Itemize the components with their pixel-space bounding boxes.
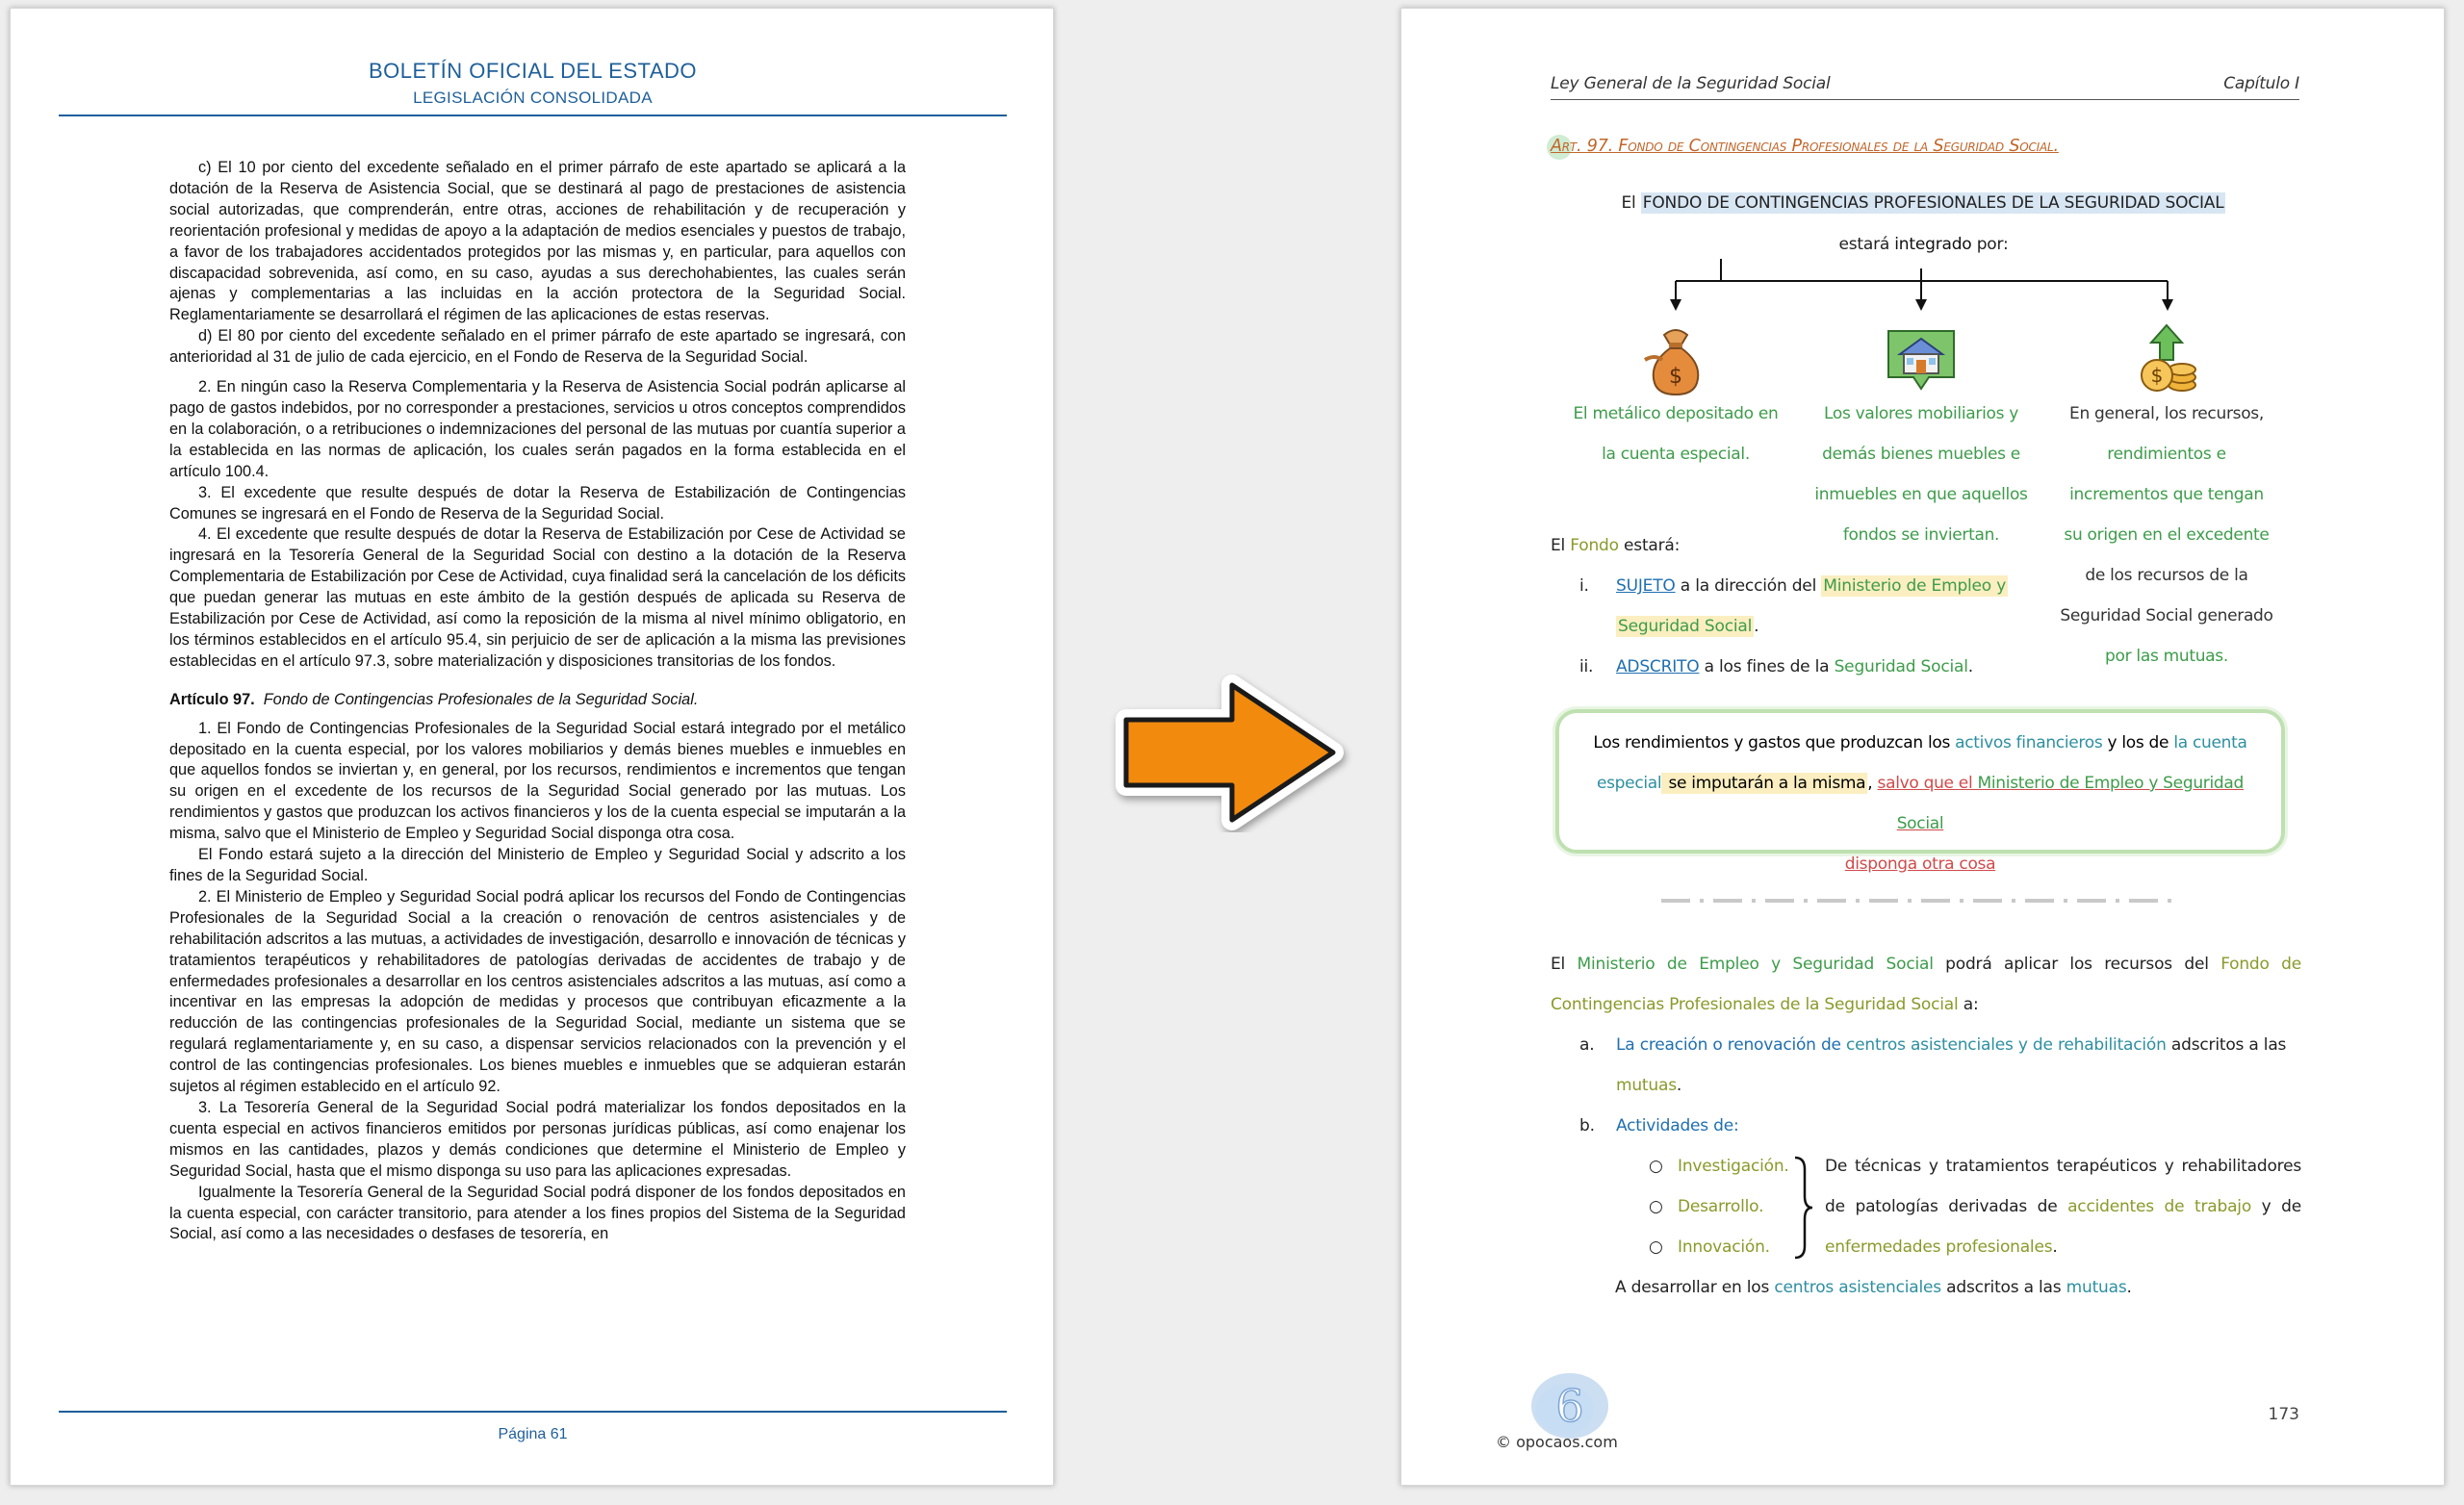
- boe-paragraph: 3. El excedente que resulte después de dotar la Reserva de Estabilización de Contingencias Comunes se ingresará en el Fondo de Reserva de la Seguridad Social.: [169, 483, 906, 523]
- activity-sub-item: ○ Desarrollo.: [1649, 1197, 1764, 1216]
- boe-article-number: Artículo 97.: [169, 690, 255, 708]
- study-notes-page: [1400, 8, 2445, 1486]
- svg-text:$: $: [2150, 364, 2164, 387]
- logo-caption: © opocaos.com: [1496, 1433, 1618, 1451]
- notes-header-right: Capítulo I: [2223, 74, 2299, 93]
- money-bag-icon: [1637, 321, 1714, 398]
- boe-article-heading: [169, 690, 906, 711]
- fund-component-resources: En general, los recursos, rendimientos e incrementos que tengan su origen en el excedente de los recursos de la Seguridad Social generado por las mutuas.: [2060, 404, 2273, 666]
- right-brace-icon: [1791, 1154, 1816, 1262]
- boe-paragraph: c) El 10 por ciento del excedente señalado en el primer párrafo de este apartado se aplicará a la dotación de la Reserva de Asistencia Social, que se destinará al pago de prestaciones de asistencia social autorizadas, que comprenderán, entre otras, acciones de rehabilitación y de recuperación y reorientación profesional y medidas de apoyo a la adaptación de medios esenciales y puestos de trabajo, a favor de los trabajadores accidentados protegidos por las mismas y, en particular, para aquellos con discapacidad sobrevenida, así como, en su caso, ayudas a sus derechohabientes, las cuales serán ajenas y complementarias a las incluidas en la acción protectora de la Seguridad Social. Reglamentariamente se desarrollará el régimen de las aplicaciones de estas reservas.: [169, 159, 906, 324]
- opocaos-logo: [1517, 1365, 1623, 1442]
- boe-title: BOLETÍN OFICIAL DEL ESTADO: [368, 59, 698, 83]
- boe-page-footer: Página 61: [498, 1426, 568, 1442]
- application-item-a-cont: mutuas.: [1616, 1076, 1682, 1095]
- notes-header-left: Ley General de la Seguridad Social: [1551, 74, 1831, 93]
- fund-status-heading: El Fondo estará:: [1551, 536, 1681, 555]
- boe-body: [169, 158, 906, 1245]
- activity-sub-item: ○ Investigación.: [1649, 1157, 1789, 1176]
- fund-component-assets: Los valores mobiliarios y demás bienes muebles e inmuebles en que aquellos fondos se inviertan.: [1814, 404, 2028, 545]
- yields-callout-box: [1555, 709, 2285, 874]
- section-divider: [1661, 898, 2171, 904]
- tree-connector: [1401, 9, 2446, 326]
- boe-paragraph: El Fondo estará sujeto a la dirección del Ministerio de Empleo y Seguridad Social y adscrito a los fines de la Seguridad Social.: [169, 846, 906, 884]
- ministry-paragraph-line-1: El Ministerio de Empleo y Seguridad Social podrá aplicar los recursos del Fondo de: [1551, 955, 2302, 974]
- boe-header: [59, 59, 1007, 108]
- boe-paragraph: 2. El Ministerio de Empleo y Seguridad Social podrá aplicar los recursos del Fondo de Contingencias Profesionales de la Seguridad Social a la creación o renovación de centros asistenciales y de rehabilitación adscritos a las mutuas, a actividades de investigación, desarrollo e innovación de técnicas y tratamientos terapéuticos y rehabilitadores de patologías derivadas de accidentes de trabajo y de enfermedades profesionales a desarrollar en los centros asistenciales adscritos a las mutuas, así como a incentivar en las empresas la adopción de medidas y procesos que contribuyan eficazmente a la reducción de las contingencias profesionales de la Seguridad Social, mediante un sistema que se regulará reglamentariamente y, en su caso, a dispensar servicios relacionados con la prevención y el control de las contingencias profesionales. Los bienes muebles e inmuebles que se adquieran estarán sujetos al régimen establecido en el artículo 92.: [169, 887, 906, 1096]
- boe-subtitle: LEGISLACIÓN CONSOLIDADA: [413, 89, 653, 107]
- callout-text: Los rendimientos y gastos que produzcan los activos financieros y los de la cuenta especial se imputarán a la misma , salvo que el Ministerio de Empleo y Seguridad Social disponga otra cosa: [1593, 733, 2247, 874]
- ministry-paragraph-line-2: Contingencias Profesionales de la Seguridad Social a:: [1551, 995, 1979, 1014]
- fund-status-item-i-cont: Seguridad Social .: [1618, 617, 1759, 636]
- right-arrow-icon: [1107, 674, 1357, 832]
- fund-name-highlight: FONDO DE CONTINGENCIAS PROFESIONALES DE LA SEGURIDAD SOCIAL: [1642, 193, 2224, 213]
- boe-paragraph: 3. La Tesorería General de la Seguridad Social podrá materializar los fondos depositados en la cuenta especial en activos financieros emitidos por personas jurídicas públicas, así como enajenar los mismos en las cantidades, plazos y demás condiciones que determine el Ministerio de Empleo y Seguridad Social, hasta que el mismo disponga su uso para las aplicaciones expresadas.: [169, 1098, 906, 1180]
- boe-paragraph: Igualmente la Tesorería General de la Seguridad Social podrá disponer de los fondos depositados en la cuenta especial, con carácter transitorio, para atender a los fines propios del Sistema de la Seguridad Social, así como a las necesidades o desfases de tesorería, en: [169, 1183, 906, 1243]
- boe-paragraph: d) El 80 por ciento del excedente señalado en el primer párrafo de este apartado se ingresará, con anterioridad al 31 de julio de cada ejercicio, en el Fondo de Reserva de la Seguridad Social.: [169, 327, 906, 367]
- notes-page-number: 173: [2268, 1405, 2299, 1424]
- activity-sub-item: ○ Innovación.: [1649, 1237, 1770, 1257]
- svg-text:$: $: [1669, 365, 1682, 389]
- boe-paragraph: 2. En ningún caso la Reserva Complementaria y la Reserva de Asistencia Social podrán aplicarse al pago de gastos indebidos, por no corresponder a prestaciones, servicios u otros conceptos comprendidos en la colaboración, o a retribuciones o indemnizaciones del personal de las mutuas por cuantía superior a la establecida en las normas de aplicación, los cuales serán pagados en la forma establecida en el artículo 100.4.: [169, 378, 906, 480]
- brace-text-line-3: enfermedades profesionales.: [1825, 1237, 2058, 1257]
- house-property-icon: [1883, 321, 1960, 398]
- coins-growth-icon: [2128, 321, 2205, 398]
- boe-footer-rule: [59, 1411, 1007, 1413]
- boe-document-page: [10, 8, 1054, 1486]
- boe-article-title: Fondo de Contingencias Profesionales de la Seguridad Social.: [263, 690, 699, 708]
- application-item-a: a. La creación o renovación de centros asistenciales y de rehabilitación adscritos a las: [1579, 1035, 2287, 1055]
- boe-paragraph: 1. El Fondo de Contingencias Profesionales de la Seguridad Social estará integrado por el metálico depositado en la cuenta especial, por los valores mobiliarios y demás bienes muebles e inmuebles en que aquellos fondos se inviertan y, en general, por los recursos, rendimientos e incrementos que tengan su origen en el excedente de los recursos de la Seguridad Social generado por las mutuas. Los rendimientos y gastos que produzcan los activos financieros y los de la cuenta especial se imputarán a la misma, salvo que el Ministerio de Empleo y Seguridad Social disponga otra cosa.: [169, 719, 906, 843]
- brace-text-line-1: De técnicas y tratamientos terapéuticos y rehabilitadores: [1825, 1157, 2301, 1176]
- svg-text:6: 6: [1555, 1380, 1584, 1432]
- fund-status-item-i: i. SUJETO a la dirección del Ministerio de Empleo y: [1579, 576, 2007, 596]
- closing-line: A desarrollar en los centros asistenciales adscritos a las mutuas.: [1615, 1278, 2132, 1297]
- fund-intro-line-1: El FONDO DE CONTINGENCIAS PROFESIONALES DE LA SEGURIDAD SOCIAL: [1621, 193, 2224, 213]
- notes-article-title: Art. 97. Fondo de Contingencias Profesionales de la Seguridad Social.: [1551, 137, 2059, 156]
- fund-intro-line-2: estará integrado por:: [1838, 235, 2009, 254]
- boe-header-rule: [59, 115, 1007, 116]
- boe-paragraph: 4. El excedente que resulte después de dotar la Reserva de Estabilización por Cese de Actividad se ingresará en la Tesorería General de la Seguridad Social con destino a la dotación de la Reserva Complementaria de Estabilización por Cese de Actividad, cuya finalidad será la cancelación de los déficits que puedan generar las mutuas en este ámbito de la gestión después de aplicada su Reserva de Estabilización por Cese de Actividad, así como la reposición de la misma al nivel mínimo obligatorio, en los términos establecidos en el artículo 95.4, sin perjuicio de ser de aplicación a la misma las previsiones establecidas en el artículo 97.3, sobre materialización y disposiciones transitorias de los fondos.: [169, 525, 906, 670]
- brace-text-line-2: de patologías derivadas de accidentes de trabajo y de: [1825, 1197, 2302, 1216]
- application-item-b: b. Actividades de:: [1579, 1116, 1739, 1135]
- fund-component-cash: El metálico depositado en la cuenta especial.: [1573, 404, 1779, 464]
- fund-status-item-ii: ii. ADSCRITO a los fines de la Seguridad Social.: [1579, 657, 1973, 676]
